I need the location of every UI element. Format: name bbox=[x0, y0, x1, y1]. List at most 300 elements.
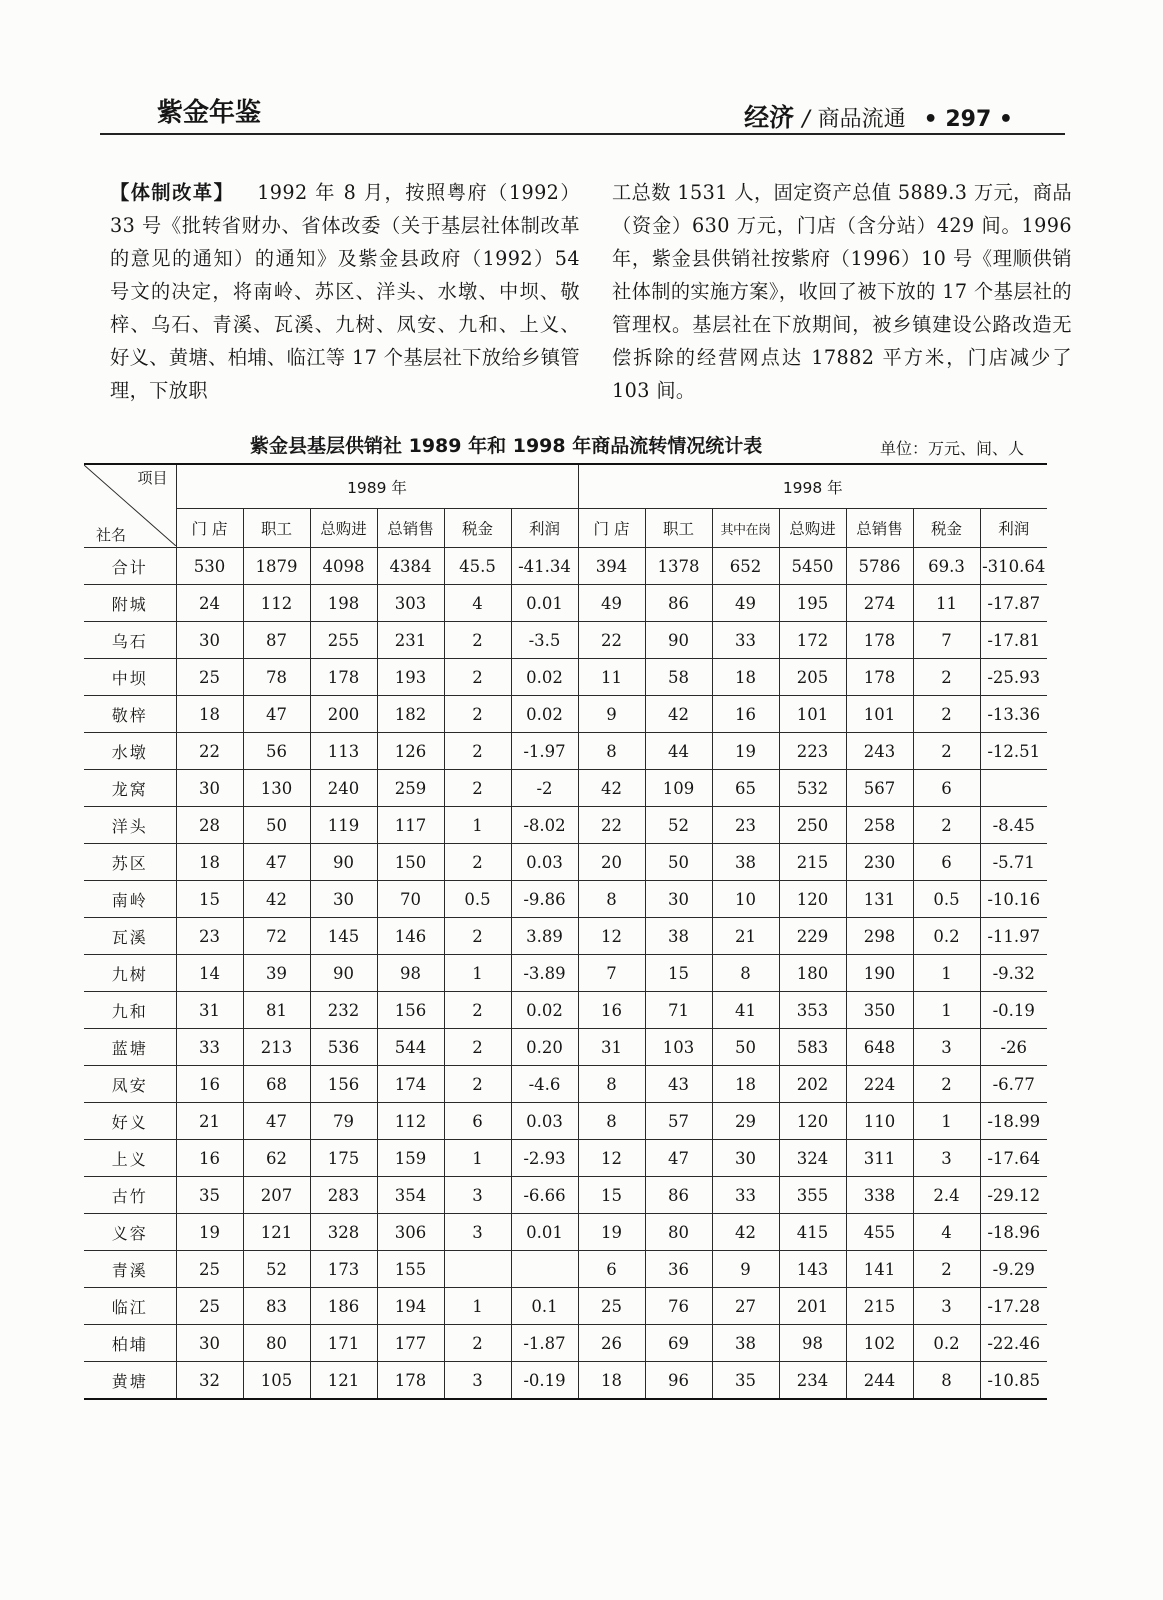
table-cell: 2 bbox=[913, 1251, 980, 1288]
table-cell: 2 bbox=[913, 733, 980, 770]
table-cell: 30 bbox=[310, 881, 377, 918]
table-row bbox=[84, 1325, 1047, 1362]
table-cell: 25 bbox=[176, 659, 243, 696]
table-cell: 229 bbox=[779, 918, 846, 955]
table-cell: 23 bbox=[176, 918, 243, 955]
table-cell: 25 bbox=[176, 1251, 243, 1288]
table-cell: 47 bbox=[243, 844, 310, 881]
table-cell: 41 bbox=[712, 992, 779, 1029]
table-row bbox=[84, 696, 1047, 733]
table-cell: 56 bbox=[243, 733, 310, 770]
table-cell: 156 bbox=[310, 1066, 377, 1103]
table-cell: 39 bbox=[243, 955, 310, 992]
table-cell: 240 bbox=[310, 770, 377, 807]
table-cell: -8.02 bbox=[511, 807, 578, 844]
table-cell: 80 bbox=[645, 1214, 712, 1251]
table-unit: 单位：万元、间、人 bbox=[880, 439, 1025, 458]
table-cell: 78 bbox=[243, 659, 310, 696]
table-row bbox=[84, 770, 1047, 807]
table-cell: 353 bbox=[779, 992, 846, 1029]
table-cell: 2 bbox=[444, 659, 511, 696]
table-cell: 2 bbox=[444, 733, 511, 770]
table-cell: -18.96 bbox=[980, 1214, 1047, 1251]
table-cell: 1 bbox=[444, 1140, 511, 1177]
table-cell: 455 bbox=[846, 1214, 913, 1251]
table-cell: 303 bbox=[377, 585, 444, 622]
table-cell: 90 bbox=[310, 955, 377, 992]
table-cell: 71 bbox=[645, 992, 712, 1029]
table-cell: 42 bbox=[578, 770, 645, 807]
table-cell: 120 bbox=[779, 1103, 846, 1140]
table-cell: 70 bbox=[377, 881, 444, 918]
table-cell: 15 bbox=[176, 881, 243, 918]
table-cell: 62 bbox=[243, 1140, 310, 1177]
table-cell: 33 bbox=[176, 1029, 243, 1066]
column-header-1989: 利润 bbox=[511, 509, 578, 548]
table-cell: -3.5 bbox=[511, 622, 578, 659]
table-cell bbox=[980, 770, 1047, 807]
row-name-cell: 附城 bbox=[84, 585, 176, 622]
table-cell: 194 bbox=[377, 1288, 444, 1325]
row-name-cell: 柏埔 bbox=[84, 1325, 176, 1362]
table-cell: 30 bbox=[712, 1140, 779, 1177]
table-row bbox=[84, 659, 1047, 696]
table-cell: 3 bbox=[913, 1140, 980, 1177]
table-cell: 150 bbox=[377, 844, 444, 881]
table-cell: 18 bbox=[578, 1362, 645, 1400]
table-cell: 131 bbox=[846, 881, 913, 918]
table-cell: 22 bbox=[176, 733, 243, 770]
table-cell: 143 bbox=[779, 1251, 846, 1288]
table-cell: 355 bbox=[779, 1177, 846, 1214]
table-cell: 234 bbox=[779, 1362, 846, 1400]
row-name-cell: 临江 bbox=[84, 1288, 176, 1325]
table-cell: 583 bbox=[779, 1029, 846, 1066]
table-cell: 8 bbox=[578, 1066, 645, 1103]
table-cell: 3 bbox=[444, 1177, 511, 1214]
table-cell: 16 bbox=[578, 992, 645, 1029]
table-cell: 14 bbox=[176, 955, 243, 992]
table-cell: 0.5 bbox=[913, 881, 980, 918]
table-cell: 193 bbox=[377, 659, 444, 696]
table-cell: 274 bbox=[846, 585, 913, 622]
table-cell: 30 bbox=[176, 622, 243, 659]
table-row bbox=[84, 881, 1047, 918]
year-header-row bbox=[84, 464, 1047, 509]
column-header-1998: 其中在岗 bbox=[712, 509, 779, 548]
table-cell: 0.03 bbox=[511, 844, 578, 881]
table-cell: 0.01 bbox=[511, 1214, 578, 1251]
table-row bbox=[84, 1140, 1047, 1177]
table-cell: -2.93 bbox=[511, 1140, 578, 1177]
row-name-cell: 蓝塘 bbox=[84, 1029, 176, 1066]
table-cell: 171 bbox=[310, 1325, 377, 1362]
table-cell: 23 bbox=[712, 807, 779, 844]
table-cell: -1.97 bbox=[511, 733, 578, 770]
table-cell: 205 bbox=[779, 659, 846, 696]
table-row bbox=[84, 1362, 1047, 1400]
table-cell: 76 bbox=[645, 1288, 712, 1325]
table-cell: 22 bbox=[578, 622, 645, 659]
table-cell: 11 bbox=[913, 585, 980, 622]
table-cell: 49 bbox=[578, 585, 645, 622]
table-cell: 119 bbox=[310, 807, 377, 844]
table-row bbox=[84, 807, 1047, 844]
table-cell: 3.89 bbox=[511, 918, 578, 955]
table-corner-cell bbox=[84, 464, 176, 548]
column-header-1989: 总购进 bbox=[310, 509, 377, 548]
table-cell: 146 bbox=[377, 918, 444, 955]
table-cell: 223 bbox=[779, 733, 846, 770]
table-cell: 177 bbox=[377, 1325, 444, 1362]
table-cell: 4 bbox=[913, 1214, 980, 1251]
table-cell: 31 bbox=[176, 992, 243, 1029]
section-name: 经济 bbox=[744, 103, 795, 132]
table-row bbox=[84, 1103, 1047, 1140]
table-cell: -25.93 bbox=[980, 659, 1047, 696]
table-cell: 12 bbox=[578, 1140, 645, 1177]
table-cell: 27 bbox=[712, 1288, 779, 1325]
table-cell: 68 bbox=[243, 1066, 310, 1103]
table-cell: 244 bbox=[846, 1362, 913, 1400]
table-row bbox=[84, 1251, 1047, 1288]
table-cell: 102 bbox=[846, 1325, 913, 1362]
table-row bbox=[84, 955, 1047, 992]
table-cell: 175 bbox=[310, 1140, 377, 1177]
table-cell: 328 bbox=[310, 1214, 377, 1251]
table-cell: -1.87 bbox=[511, 1325, 578, 1362]
row-name-cell: 古竹 bbox=[84, 1177, 176, 1214]
table-cell: 110 bbox=[846, 1103, 913, 1140]
table-cell: 155 bbox=[377, 1251, 444, 1288]
table-cell: -17.64 bbox=[980, 1140, 1047, 1177]
row-name-cell: 九树 bbox=[84, 955, 176, 992]
row-name-cell: 九和 bbox=[84, 992, 176, 1029]
table-cell: 113 bbox=[310, 733, 377, 770]
table-cell: 259 bbox=[377, 770, 444, 807]
row-name-cell: 洋头 bbox=[84, 807, 176, 844]
article-lead: 【体制改革】 bbox=[110, 181, 235, 204]
table-cell: 232 bbox=[310, 992, 377, 1029]
table-cell: 258 bbox=[846, 807, 913, 844]
table-cell: 81 bbox=[243, 992, 310, 1029]
table-cell: 1 bbox=[913, 1103, 980, 1140]
table-row bbox=[84, 1288, 1047, 1325]
table-cell: 9 bbox=[578, 696, 645, 733]
table-cell: 0.02 bbox=[511, 992, 578, 1029]
table-cell: 195 bbox=[779, 585, 846, 622]
table-cell: 178 bbox=[846, 622, 913, 659]
table-cell: 141 bbox=[846, 1251, 913, 1288]
table-cell: 311 bbox=[846, 1140, 913, 1177]
column-header-1989: 税金 bbox=[444, 509, 511, 548]
table-cell: 2 bbox=[444, 770, 511, 807]
row-name-cell: 苏区 bbox=[84, 844, 176, 881]
column-header-1989: 职工 bbox=[243, 509, 310, 548]
table-cell: 50 bbox=[645, 844, 712, 881]
table-cell: 3 bbox=[913, 1288, 980, 1325]
table-cell: 30 bbox=[176, 1325, 243, 1362]
table-cell: -18.99 bbox=[980, 1103, 1047, 1140]
table-cell: 186 bbox=[310, 1288, 377, 1325]
table-cell: 231 bbox=[377, 622, 444, 659]
table-cell: 172 bbox=[779, 622, 846, 659]
table-cell: 87 bbox=[243, 622, 310, 659]
table-cell: 180 bbox=[779, 955, 846, 992]
year-1998-header: 1998 年 bbox=[578, 464, 1047, 509]
column-header-row bbox=[84, 509, 1047, 548]
table-cell: 652 bbox=[712, 548, 779, 585]
table-cell: 0.02 bbox=[511, 659, 578, 696]
corner-label-item: 项目 bbox=[137, 469, 168, 487]
table-cell: -6.66 bbox=[511, 1177, 578, 1214]
table-cell: -29.12 bbox=[980, 1177, 1047, 1214]
table-cell: 28 bbox=[176, 807, 243, 844]
table-cell: 2 bbox=[444, 1066, 511, 1103]
row-name-cell: 龙窝 bbox=[84, 770, 176, 807]
table-cell: 230 bbox=[846, 844, 913, 881]
table-cell: 24 bbox=[176, 585, 243, 622]
table-cell: 306 bbox=[377, 1214, 444, 1251]
table-cell: -9.86 bbox=[511, 881, 578, 918]
table-cell: 0.5 bbox=[444, 881, 511, 918]
table-cell: 2 bbox=[913, 696, 980, 733]
table-cell: 350 bbox=[846, 992, 913, 1029]
year-1989-header: 1989 年 bbox=[176, 464, 578, 509]
table-cell: 101 bbox=[846, 696, 913, 733]
table-cell: 42 bbox=[243, 881, 310, 918]
article-paragraph-left bbox=[110, 176, 580, 407]
table-cell: -11.97 bbox=[980, 918, 1047, 955]
table-cell: 22 bbox=[578, 807, 645, 844]
table-cell: 2 bbox=[444, 1325, 511, 1362]
table-cell: 567 bbox=[846, 770, 913, 807]
table-cell: 190 bbox=[846, 955, 913, 992]
table-cell: 6 bbox=[913, 770, 980, 807]
table-cell: 1 bbox=[444, 1288, 511, 1325]
table-cell: 50 bbox=[712, 1029, 779, 1066]
row-name-cell: 南岭 bbox=[84, 881, 176, 918]
table-cell: 44 bbox=[645, 733, 712, 770]
table-cell: 8 bbox=[712, 955, 779, 992]
table-cell: 354 bbox=[377, 1177, 444, 1214]
table-row bbox=[84, 733, 1047, 770]
table-cell: 121 bbox=[310, 1362, 377, 1400]
column-header-1998: 税金 bbox=[913, 509, 980, 548]
table-cell: -4.6 bbox=[511, 1066, 578, 1103]
table-cell: 0.2 bbox=[913, 918, 980, 955]
table-cell: -10.85 bbox=[980, 1362, 1047, 1400]
table-cell bbox=[511, 1251, 578, 1288]
article-text-left: 1992 年 8 月，按照粤府（1992）33 号《批转省财办、省体改委（关于基层社体制改革的意见的通知）的通知》及紫金县政府（1992）54 号文的决定，将南岭、苏区、洋头、水墩、中坝、敬梓、乌石、青溪、瓦溪、九树、凤安、九和、上义、好义、黄塘、柏埔、临江等 17 个基层社下放给乡镇管理，下放职 bbox=[110, 181, 581, 402]
table-cell: 29 bbox=[712, 1103, 779, 1140]
row-name-cell: 上义 bbox=[84, 1140, 176, 1177]
section-heading bbox=[744, 98, 1013, 134]
table-cell: 415 bbox=[779, 1214, 846, 1251]
table-cell: 16 bbox=[176, 1066, 243, 1103]
table-cell: 47 bbox=[645, 1140, 712, 1177]
row-name-cell: 青溪 bbox=[84, 1251, 176, 1288]
table-cell: 25 bbox=[578, 1288, 645, 1325]
table-cell: 15 bbox=[578, 1177, 645, 1214]
table-cell: 8 bbox=[578, 881, 645, 918]
table-cell: 2 bbox=[444, 918, 511, 955]
row-name-cell: 敬梓 bbox=[84, 696, 176, 733]
table-cell: 530 bbox=[176, 548, 243, 585]
table-cell: 4384 bbox=[377, 548, 444, 585]
table-cell: 4 bbox=[444, 585, 511, 622]
table-cell: 30 bbox=[645, 881, 712, 918]
table-cell: 38 bbox=[712, 1325, 779, 1362]
page-header bbox=[95, 86, 1073, 136]
table-cell: 2 bbox=[913, 659, 980, 696]
table-cell: 45.5 bbox=[444, 548, 511, 585]
table-cell: 5786 bbox=[846, 548, 913, 585]
table-cell: -6.77 bbox=[980, 1066, 1047, 1103]
table-cell: 5450 bbox=[779, 548, 846, 585]
table-cell: 11 bbox=[578, 659, 645, 696]
table-cell: 0.2 bbox=[913, 1325, 980, 1362]
table-cell: 38 bbox=[712, 844, 779, 881]
table-cell: 224 bbox=[846, 1066, 913, 1103]
book-title: 紫金年鉴 bbox=[157, 98, 262, 128]
table-cell: 2 bbox=[444, 844, 511, 881]
table-cell: 57 bbox=[645, 1103, 712, 1140]
table-cell: 117 bbox=[377, 807, 444, 844]
header-rule bbox=[100, 133, 1065, 135]
table-cell: 33 bbox=[712, 1177, 779, 1214]
row-name-cell: 好义 bbox=[84, 1103, 176, 1140]
subsection-name: 商品流通 bbox=[817, 107, 906, 132]
table-cell: 0.01 bbox=[511, 585, 578, 622]
table-cell: -17.28 bbox=[980, 1288, 1047, 1325]
table-cell: 49 bbox=[712, 585, 779, 622]
table-cell: -13.36 bbox=[980, 696, 1047, 733]
corner-label-name: 社名 bbox=[96, 526, 127, 544]
table-cell: 255 bbox=[310, 622, 377, 659]
table-row bbox=[84, 1066, 1047, 1103]
table-cell: 536 bbox=[310, 1029, 377, 1066]
table-cell: 159 bbox=[377, 1140, 444, 1177]
table-cell: 648 bbox=[846, 1029, 913, 1066]
table-row bbox=[84, 844, 1047, 881]
table-cell: 0.03 bbox=[511, 1103, 578, 1140]
table-cell: 544 bbox=[377, 1029, 444, 1066]
table-cell: -17.81 bbox=[980, 622, 1047, 659]
table-head bbox=[84, 464, 1047, 548]
table-cell: -8.45 bbox=[980, 807, 1047, 844]
row-name-cell: 中坝 bbox=[84, 659, 176, 696]
table-cell: 18 bbox=[176, 696, 243, 733]
table-cell: -0.19 bbox=[980, 992, 1047, 1029]
table-cell: 18 bbox=[176, 844, 243, 881]
article-left-column bbox=[110, 176, 580, 407]
table-cell: 182 bbox=[377, 696, 444, 733]
table-cell: 8 bbox=[578, 733, 645, 770]
table-cell: 98 bbox=[377, 955, 444, 992]
table-row bbox=[84, 585, 1047, 622]
table-cell: 90 bbox=[645, 622, 712, 659]
table-cell: 12 bbox=[578, 918, 645, 955]
table-cell: 178 bbox=[377, 1362, 444, 1400]
table-cell: 126 bbox=[377, 733, 444, 770]
table-cell: 16 bbox=[176, 1140, 243, 1177]
table-cell: 9 bbox=[712, 1251, 779, 1288]
table-cell: 7 bbox=[578, 955, 645, 992]
row-name-cell: 黄塘 bbox=[84, 1362, 176, 1400]
table-row bbox=[84, 992, 1047, 1029]
table-cell: -0.19 bbox=[511, 1362, 578, 1400]
table-cell: 25 bbox=[176, 1288, 243, 1325]
table-cell: 83 bbox=[243, 1288, 310, 1325]
table-cell: 250 bbox=[779, 807, 846, 844]
table-cell: 7 bbox=[913, 622, 980, 659]
table-cell: 2.4 bbox=[913, 1177, 980, 1214]
table-cell: 121 bbox=[243, 1214, 310, 1251]
table-cell: 52 bbox=[645, 807, 712, 844]
row-name-cell: 乌石 bbox=[84, 622, 176, 659]
table-cell: 33 bbox=[712, 622, 779, 659]
table-cell: 35 bbox=[176, 1177, 243, 1214]
table-cell: 19 bbox=[578, 1214, 645, 1251]
table-cell: 178 bbox=[846, 659, 913, 696]
table-cell: 18 bbox=[712, 1066, 779, 1103]
table-cell: -17.87 bbox=[980, 585, 1047, 622]
table-cell: 120 bbox=[779, 881, 846, 918]
table-cell: 52 bbox=[243, 1251, 310, 1288]
column-header-1998: 总购进 bbox=[779, 509, 846, 548]
row-name-cell: 瓦溪 bbox=[84, 918, 176, 955]
table-cell: 69.3 bbox=[913, 548, 980, 585]
column-header-1998: 职工 bbox=[645, 509, 712, 548]
row-name-cell: 凤安 bbox=[84, 1066, 176, 1103]
table-cell: -9.29 bbox=[980, 1251, 1047, 1288]
table-cell: 109 bbox=[645, 770, 712, 807]
table-cell: 42 bbox=[712, 1214, 779, 1251]
table-cell: 1 bbox=[444, 955, 511, 992]
table-cell: 112 bbox=[243, 585, 310, 622]
table-cell: -5.71 bbox=[980, 844, 1047, 881]
table-title: 紫金县基层供销社 1989 年和 1998 年商品流转情况统计表 bbox=[250, 435, 763, 457]
table-cell: 50 bbox=[243, 807, 310, 844]
table-cell: 38 bbox=[645, 918, 712, 955]
table-cell: 213 bbox=[243, 1029, 310, 1066]
table-cell: 200 bbox=[310, 696, 377, 733]
table-cell: 3 bbox=[913, 1029, 980, 1066]
table-cell: 324 bbox=[779, 1140, 846, 1177]
table-cell: 201 bbox=[779, 1288, 846, 1325]
table-cell: 130 bbox=[243, 770, 310, 807]
table-cell: 394 bbox=[578, 548, 645, 585]
table-body bbox=[84, 548, 1047, 1400]
table-cell: 6 bbox=[444, 1103, 511, 1140]
table-cell: 283 bbox=[310, 1177, 377, 1214]
table-cell: 6 bbox=[913, 844, 980, 881]
table-cell: 207 bbox=[243, 1177, 310, 1214]
row-name-cell: 合计 bbox=[84, 548, 176, 585]
table-cell: 3 bbox=[444, 1214, 511, 1251]
table-cell: 15 bbox=[645, 955, 712, 992]
table-cell: 2 bbox=[913, 807, 980, 844]
column-header-1998: 总销售 bbox=[846, 509, 913, 548]
table-cell: 65 bbox=[712, 770, 779, 807]
table-cell: 103 bbox=[645, 1029, 712, 1066]
table-row bbox=[84, 622, 1047, 659]
table-cell: 198 bbox=[310, 585, 377, 622]
table-cell: 69 bbox=[645, 1325, 712, 1362]
table-cell: 20 bbox=[578, 844, 645, 881]
table-cell: 1378 bbox=[645, 548, 712, 585]
